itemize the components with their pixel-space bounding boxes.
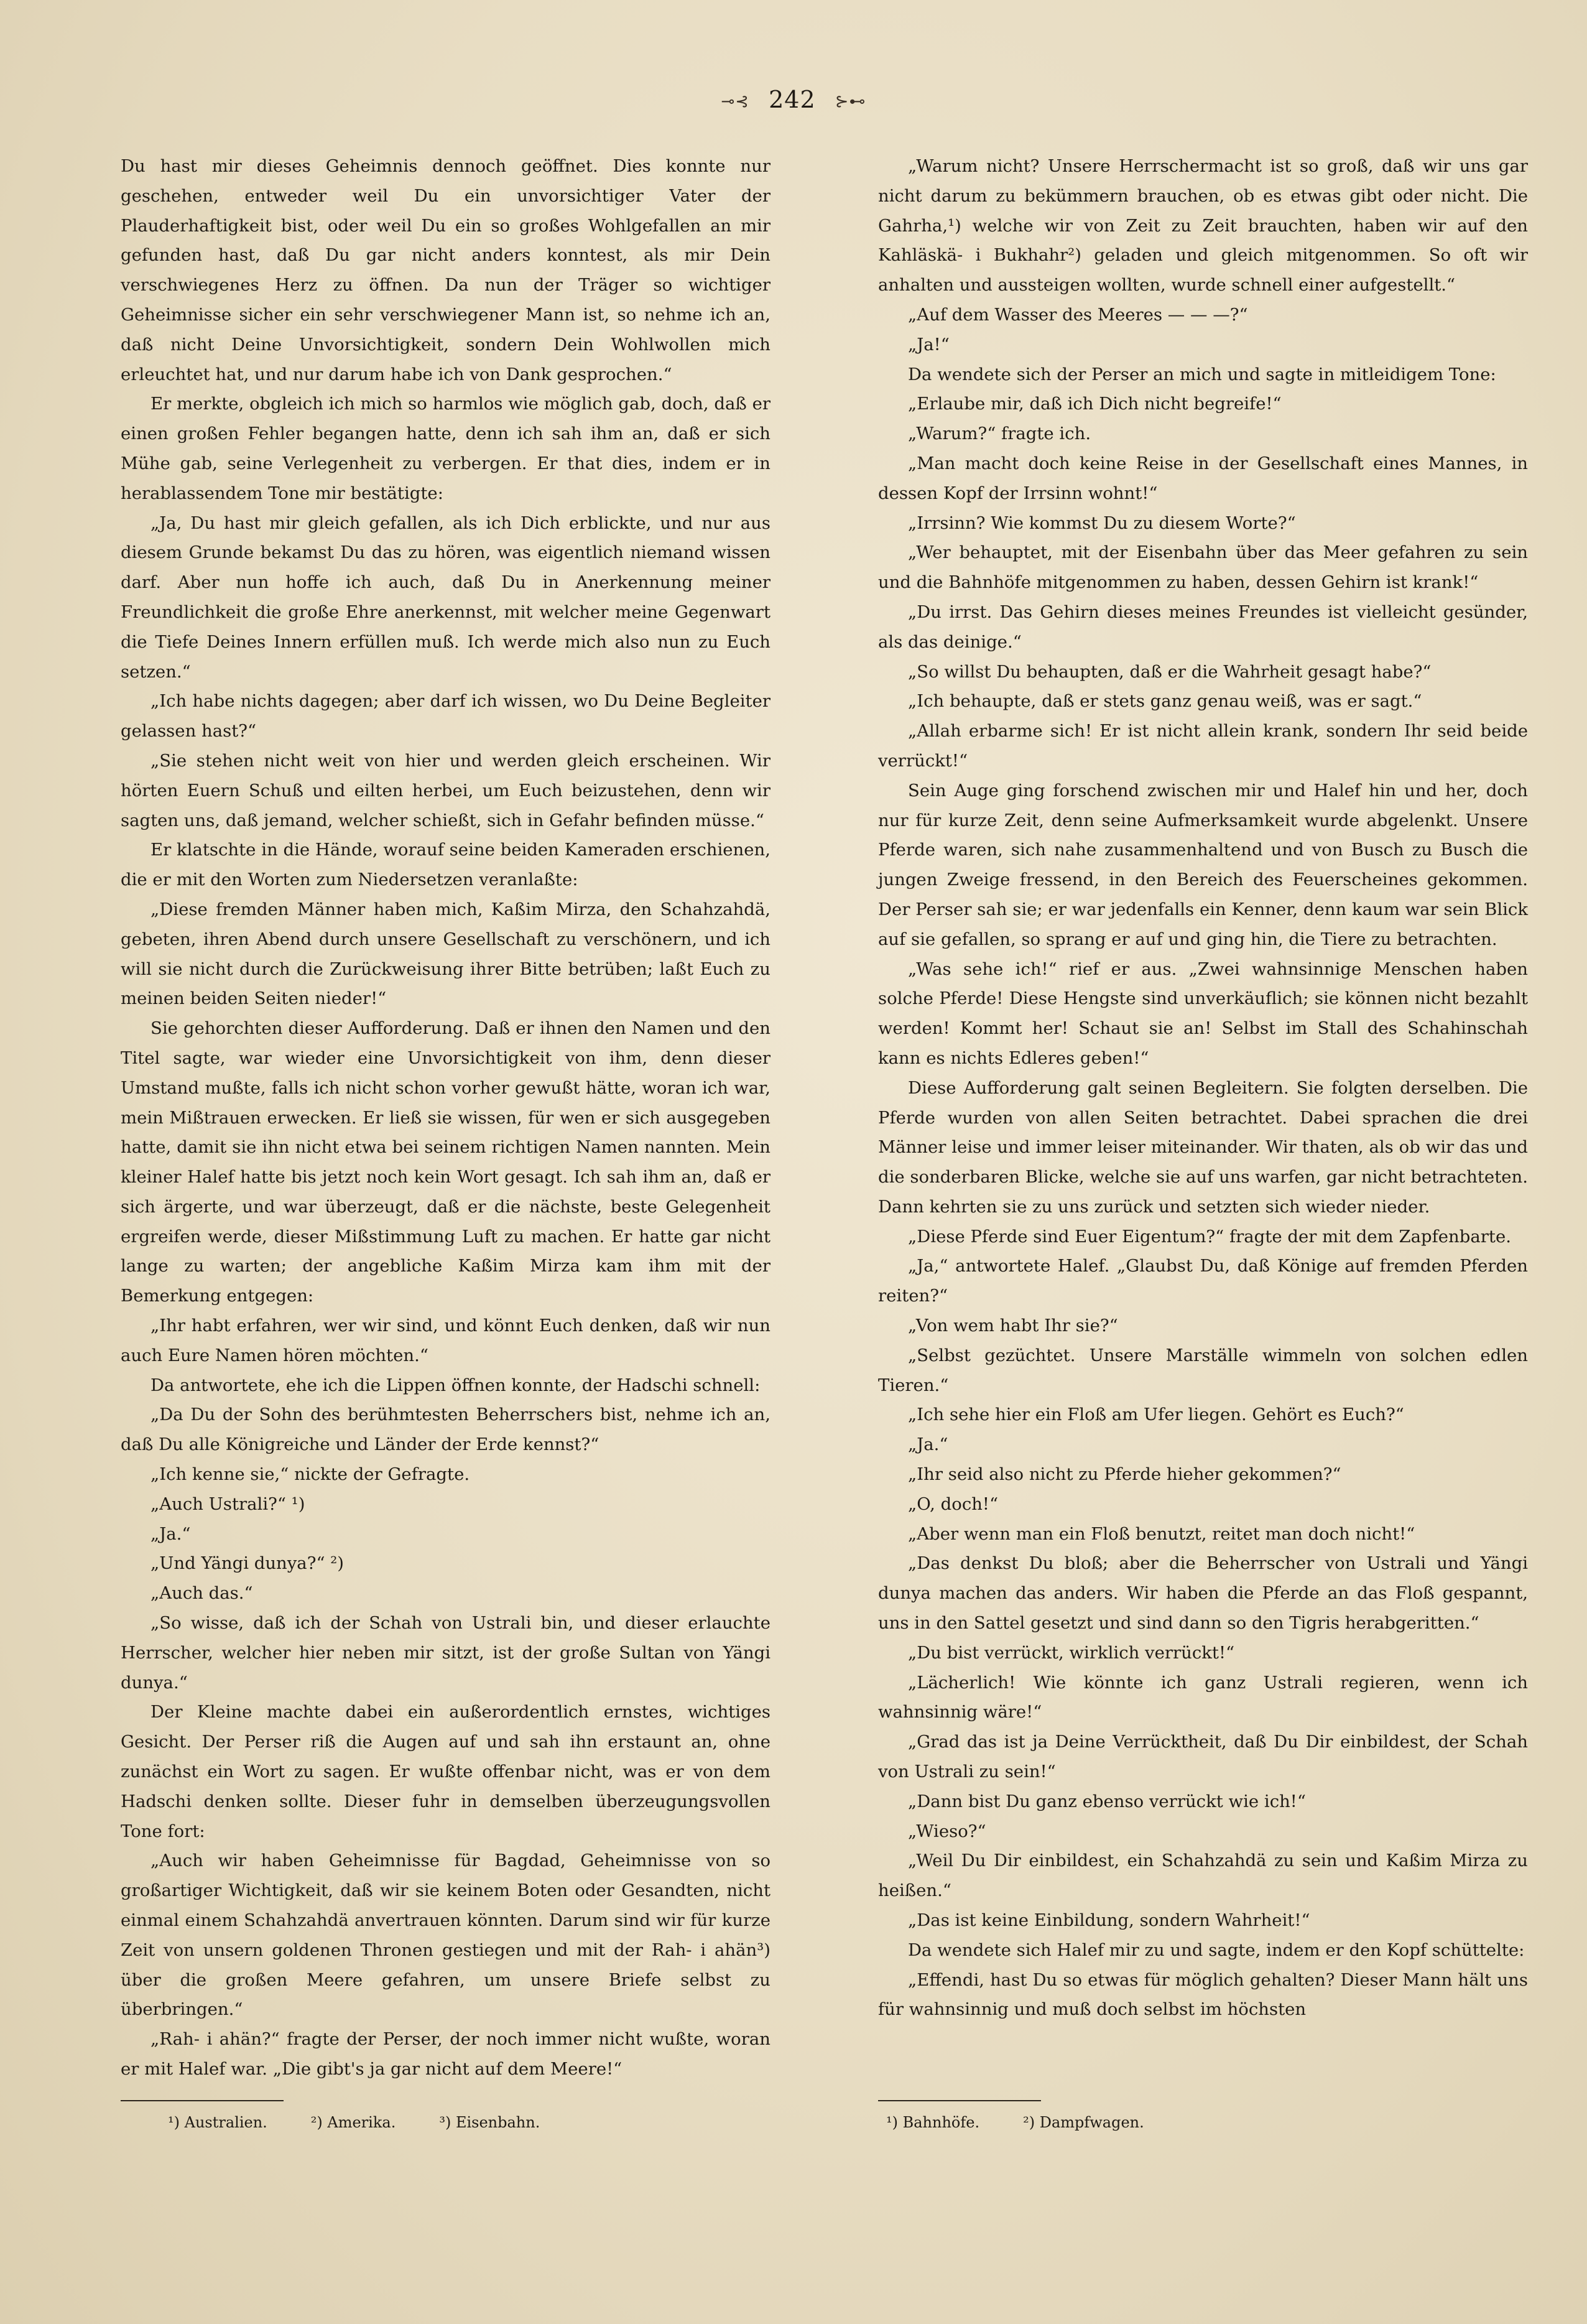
paragraph: „Ja, Du hast mir gleich gefallen, als ich Dich erblickte, und nur aus diesem Grunde bekamst Du das zu hören, was eigentlich niemand wissen darf. Aber nun hoffe ich auch, daß Du in Anerkennung meiner Freundlichkeit die große Ehre anerkennst, mit welcher meine Gegenwart die Tiefe Deines Innern erfüllen muß. Ich werde mich also nun zu Euch setzen.“ xyxy=(121,513,770,682)
paragraph: „Ja.“ xyxy=(908,1434,948,1455)
paragraph: „Auch Ustrali?“ ¹) xyxy=(150,1494,305,1514)
paragraph: „Ihr habt erfahren, wer wir sind, und könnt Euch denken, daß wir nun auch Eure Namen hören möchten.“ xyxy=(121,1316,770,1365)
paragraph: „Dann bist Du ganz ebenso verrückt wie ich!“ xyxy=(908,1791,1306,1811)
paragraph: Da antwortete, ehe ich die Lippen öffnen konnte, der Hadschi schnell: xyxy=(150,1375,761,1395)
left-text-column xyxy=(121,152,770,2085)
footnote: ²) Amerika. xyxy=(310,2114,396,2131)
paragraph: „Wieso?“ xyxy=(908,1821,986,1841)
paragraph: „Ja.“ xyxy=(150,1523,191,1544)
paragraph: „Auch wir haben Geheimnisse für Bagdad, Geheimnisse von so großartiger Wichtigkeit, daß wir sie keinem Boten oder Gesandten, nicht einmal einem Schahzahdä anvertrauen könnten. Darum sind wir für kurze Zeit von unsern goldenen Thronen gestiegen und mit der Rah- i ahän³) über die großen Meere gefahren, um unsere Briefe selbst zu überbringen.“ xyxy=(121,1851,770,2020)
paragraph: „Ich behaupte, daß er stets ganz genau weiß, was er sagt.“ xyxy=(908,691,1422,712)
paragraph: „Du bist verrückt, wirklich verrückt!“ xyxy=(908,1642,1235,1663)
footnotes-right xyxy=(886,2114,1188,2131)
paragraph: „Grad das ist ja Deine Verrücktheit, daß Du Dir einbildest, der Schah von Ustrali zu sein!“ xyxy=(878,1732,1528,1782)
paragraph: „Irrsinn? Wie kommst Du zu diesem Worte?“ xyxy=(908,513,1296,533)
paragraph: „Warum?“ fragte ich. xyxy=(908,424,1091,444)
paragraph: „O, doch!“ xyxy=(908,1494,999,1514)
paragraph: Der Kleine machte dabei ein außerordentlich ernstes, wichtiges Gesicht. Der Perser riß die Augen auf und sah ihn erstaunt an, ohne zunächst ein Wort zu sagen. Er wußte offenbar nicht, was er von dem Hadschi denken sollte. Dieser fuhr in demselben überzeugungsvollen Tone fort: xyxy=(121,1702,770,1841)
paragraph: Er merkte, obgleich ich mich so harmlos wie möglich gab, doch, daß er einen großen Fehler begangen hatte, denn ich sah ihm an, daß er sich Mühe gab, seine Verlegenheit zu verbergen. Er that dies, indem er in herablassendem Tone mir bestätigte: xyxy=(121,394,770,503)
paragraph: „Effendi, hast Du so etwas für möglich gehalten? Dieser Mann hält uns für wahnsinnig und muß doch selbst im höchsten xyxy=(878,1969,1528,2020)
paragraph: „Wer behauptet, mit der Eisenbahn über das Meer gefahren zu sein und die Bahnhöfe mitgenommen zu haben, dessen Gehirn ist krank!“ xyxy=(878,542,1528,593)
paragraph: „Ich kenne sie,“ nickte der Gefragte. xyxy=(150,1464,470,1485)
left-ornament: ⊸⊰ xyxy=(721,92,750,111)
footnotes-left xyxy=(168,2114,583,2131)
paragraph: „Auch das.“ xyxy=(150,1583,253,1604)
paragraph: Sie gehorchten dieser Aufforderung. Daß er ihnen den Namen und den Titel sagte, war wieder eine Unvorsichtigkeit von ihm, denn dieser Umstand mußte, falls ich nicht schon vorher gewußt hätte, woran ich war, mein Mißtrauen erwecken. Er ließ sie wissen, für wen er sich ausgegeben hatte, damit sie ihn nicht etwa bei seinem richtigen Namen nannten. Mein kleiner Halef hatte bis jetzt noch kein Wort gesagt. Ich sah ihm an, daß er sich ärgerte, und war überzeugt, daß er die nächste, beste Gelegenheit ergreifen werde, dieser Mißstimmung Luft zu machen. Er hatte gar nicht lange zu warten; der angebliche Kaßim Mirza kam ihm mit der Bemerkung entgegen: xyxy=(121,1018,770,1306)
paragraph: „Warum nicht? Unsere Herrschermacht ist so groß, daß wir uns gar nicht darum zu bekümmern brauchen, ob es etwas gibt oder nicht. Die Gahrha,¹) welche wir von Zeit zu Zeit brauchten, haben wir auf den Kahläskä- i Bukhahr²) geladen und gleich mitgenommen. So oft wir anhalten und aussteigen wollten, wurde schnell einer aufgestellt.“ xyxy=(878,156,1528,295)
paragraph: „Was sehe ich!“ rief er aus. „Zwei wahnsinnige Menschen haben solche Pferde! Diese Hengste sind unverkäuflich; sie können nicht bezahlt werden! Kommt her! Schaut sie an! Selbst im Stall des Schahinschah kann es nichts Edleres geben!“ xyxy=(878,959,1528,1068)
paragraph: „Von wem habt Ihr sie?“ xyxy=(908,1316,1118,1336)
paragraph: „Du irrst. Das Gehirn dieses meines Freundes ist vielleicht gesünder, als das deinige.“ xyxy=(878,602,1528,652)
paragraph: „Und Yängi dunya?“ ²) xyxy=(150,1553,344,1574)
paragraph: Sein Auge ging forschend zwischen mir und Halef hin und her, doch nur für kurze Zeit, denn seine Aufmerksamkeit wurde abgelenkt. Unsere Pferde waren, sich nahe zusammenhaltend und von Busch zu Busch die jungen Zweige fressend, in den Bereich des Feuerscheines gekommen. Der Perser sah sie; er war jedenfalls ein Kenner, denn kaum war sein Blick auf sie gefallen, so sprang er auf und ging hin, die Tiere zu betrachten. xyxy=(878,780,1528,949)
paragraph: „Diese fremden Männer haben mich, Kaßim Mirza, den Schahzahdä, gebeten, ihren Abend durch unsere Gesellschaft zu verschönern, und ich will sie nicht durch die Zurückweisung ihrer Bitte betrüben; laßt Euch zu meinen beiden Seiten nieder!“ xyxy=(121,899,770,1009)
footnote-divider-left xyxy=(121,2100,284,2101)
footnote: ³) Eisenbahn. xyxy=(439,2114,540,2131)
page-header xyxy=(0,86,1587,113)
paragraph: „Auf dem Wasser des Meeres — — —?“ xyxy=(908,304,1248,325)
paragraph: Da wendete sich der Perser an mich und sagte in mitleidigem Tone: xyxy=(908,364,1496,384)
right-ornament: ⊱⊷ xyxy=(835,92,866,111)
paragraph: „So willst Du behaupten, daß er die Wahrheit gesagt habe?“ xyxy=(908,661,1432,682)
paragraph: Diese Aufforderung galt seinen Begleitern. Sie folgten derselben. Die Pferde wurden von allen Seiten betrachtet. Dabei sprachen die drei Männer leise und immer leiser miteinander. Wir thaten, als ob wir das und die sonderbaren Blicke, welche sie auf uns warfen, gar nicht betrachteten. Dann kehrten sie zu uns zurück und setzten sich wieder nieder. xyxy=(878,1077,1528,1217)
paragraph: Da wendete sich Halef mir zu und sagte, indem er den Kopf schüttelte: xyxy=(908,1940,1525,1960)
paragraph: „Das denkst Du bloß; aber die Beherrscher von Ustrali und Yängi dunya machen das anders. Wir haben die Pferde an das Floß gespannt, uns in den Sattel gesetzt und sind dann so den Tigris herabgeritten.“ xyxy=(878,1553,1528,1634)
paragraph: „Erlaube mir, daß ich Dich nicht begreife!“ xyxy=(908,394,1282,414)
footnote-divider-right xyxy=(878,2100,1041,2101)
paragraph: „Ich sehe hier ein Floß am Ufer liegen. Gehört es Euch?“ xyxy=(908,1405,1404,1425)
paragraph: „Ja,“ antwortete Halef. „Glaubst Du, daß Könige auf fremden Pferden reiten?“ xyxy=(878,1256,1528,1306)
paragraph: „Da Du der Sohn des berühmtesten Beherrschers bist, nehme ich an, daß Du alle Königreiche und Länder der Erde kennst?“ xyxy=(121,1405,770,1455)
footnote: ¹) Australien. xyxy=(168,2114,267,2131)
paragraph: „Man macht doch keine Reise in der Gesellschaft eines Mannes, in dessen Kopf der Irrsinn wohnt!“ xyxy=(878,453,1528,503)
right-text-column xyxy=(878,152,1528,2025)
footnote: ²) Dampfwagen. xyxy=(1023,2114,1144,2131)
paragraph: „Rah- i ahän?“ fragte der Perser, der noch immer nicht wußte, woran er mit Halef war. „Die gibt's ja gar nicht auf dem Meere!“ xyxy=(121,2029,770,2079)
paragraph: „Ja!“ xyxy=(908,334,950,355)
footnote: ¹) Bahnhöfe. xyxy=(886,2114,980,2131)
paragraph: Du hast mir dieses Geheimnis dennoch geöffnet. Dies konnte nur geschehen, entweder weil Du ein unvorsichtiger Vater der Plauderhaftigkeit bist, oder weil Du ein so großes Wohlgefallen an mir gefunden hast, daß Du gar nicht anders konntest, als mir Dein verschwiegenes Herz zu öffnen. Da nun der Träger so wichtiger Geheimnisse sicher ein sehr verschwiegener Mann ist, so nehme ich an, daß nicht Deine Unvorsichtigkeit, sondern Dein Wohlwollen mich erleuchtet hat, und nur darum habe ich von Dank gesprochen.“ xyxy=(121,156,770,384)
paragraph: „Allah erbarme sich! Er ist nicht allein krank, sondern Ihr seid beide verrückt!“ xyxy=(878,721,1528,771)
paragraph: „Weil Du Dir einbildest, ein Schahzahdä zu sein und Kaßim Mirza zu heißen.“ xyxy=(878,1851,1528,1901)
paragraph: „Ich habe nichts dagegen; aber darf ich wissen, wo Du Deine Begleiter gelassen hast?“ xyxy=(121,691,770,741)
paragraph: „Das ist keine Einbildung, sondern Wahrheit!“ xyxy=(908,1910,1310,1931)
paragraph: „Diese Pferde sind Euer Eigentum?“ fragte der mit dem Zapfenbarte. xyxy=(908,1226,1511,1247)
paragraph: „Selbst gezüchtet. Unsere Marställe wimmeln von solchen edlen Tieren.“ xyxy=(878,1345,1528,1395)
paragraph: „Aber wenn man ein Floß benutzt, reitet man doch nicht!“ xyxy=(908,1523,1415,1544)
paragraph: „Lächerlich! Wie könnte ich ganz Ustrali regieren, wenn ich wahnsinnig wäre!“ xyxy=(878,1672,1528,1722)
paragraph: Er klatschte in die Hände, worauf seine beiden Kameraden erschienen, die er mit den Worten zum Niedersetzen veranlaßte: xyxy=(121,840,770,890)
paragraph: „So wisse, daß ich der Schah von Ustrali bin, und dieser erlauchte Herrscher, welcher hier neben mir sitzt, ist der große Sultan von Yängi dunya.“ xyxy=(121,1613,770,1693)
page-number: 242 xyxy=(769,86,816,113)
paragraph: „Sie stehen nicht weit von hier und werden gleich erscheinen. Wir hörten Euern Schuß und eilten herbei, um Euch beizustehen, denn wir sagten uns, daß jemand, welcher schießt, sich in Gefahr befinden müsse.“ xyxy=(121,750,770,830)
paragraph: „Ihr seid also nicht zu Pferde hieher gekommen?“ xyxy=(908,1464,1341,1485)
